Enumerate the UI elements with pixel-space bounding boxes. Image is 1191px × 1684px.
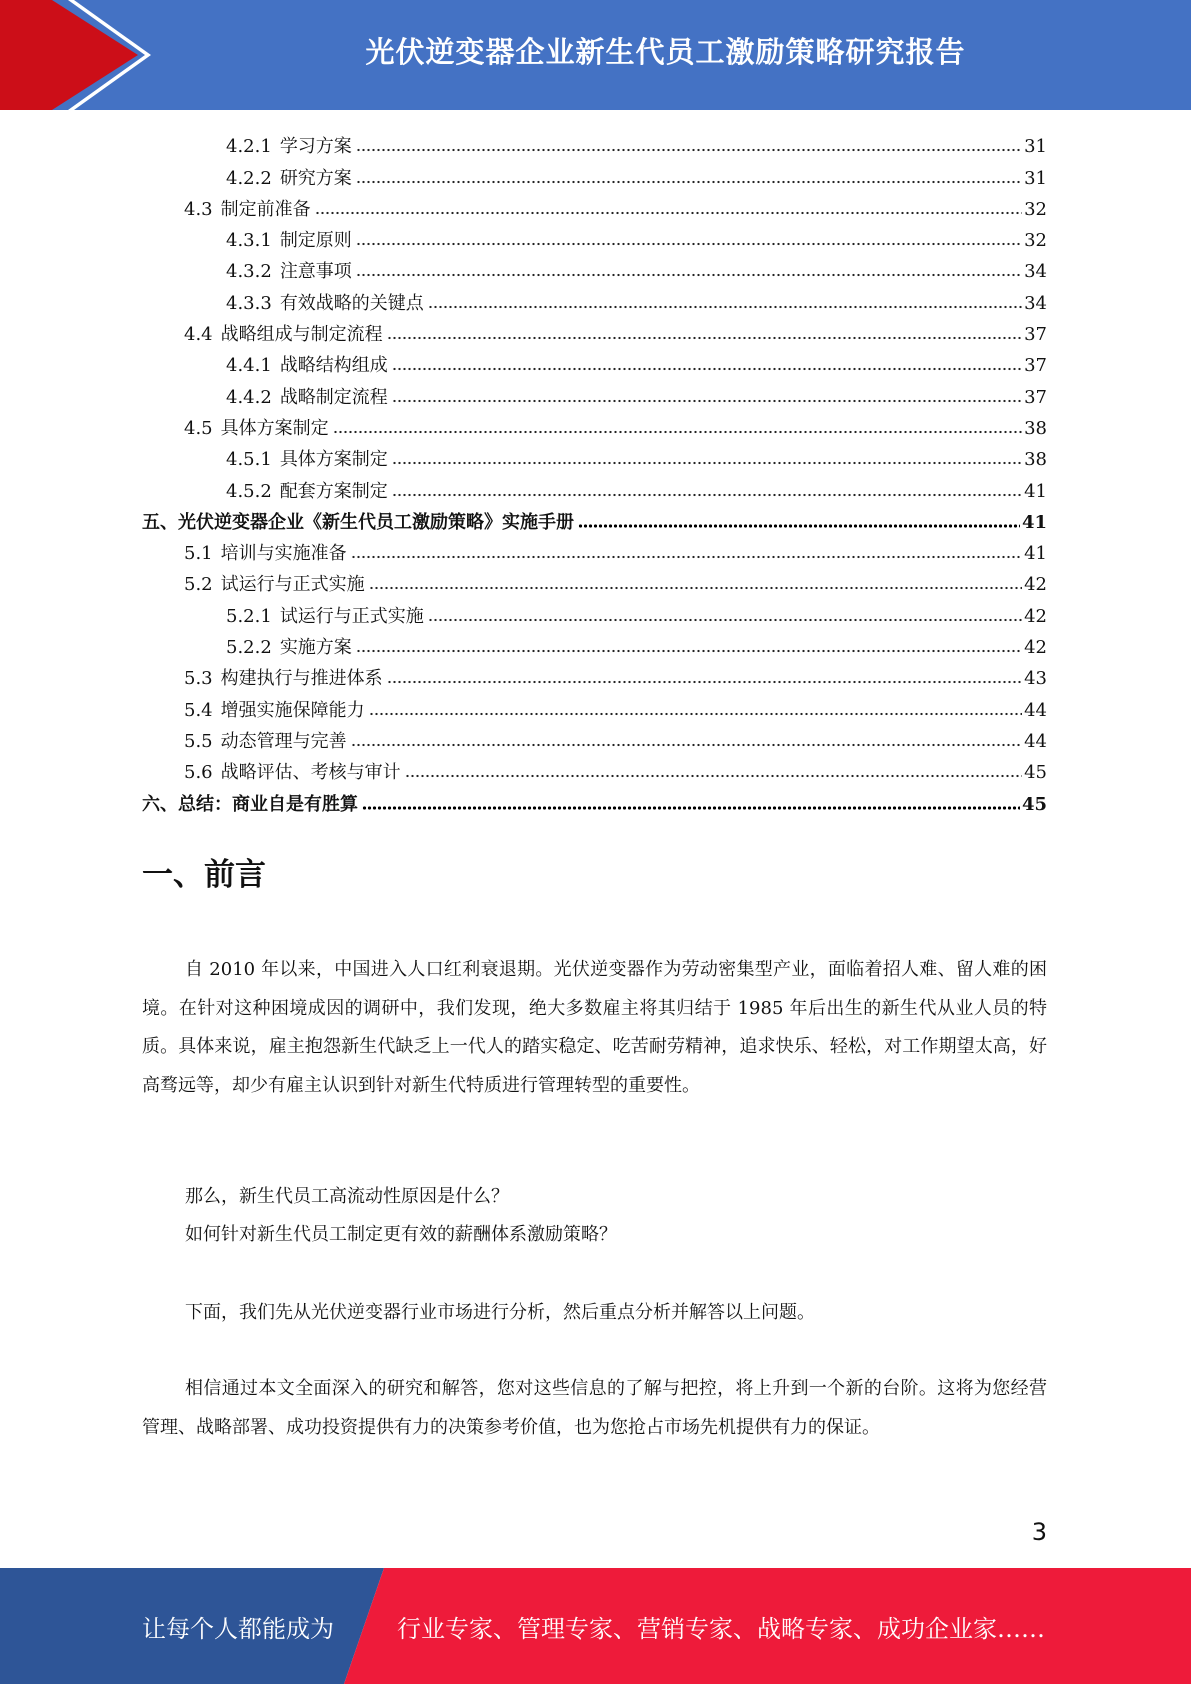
toc-entry-page: 38	[1024, 449, 1047, 471]
toc-entry-page: 31	[1024, 167, 1047, 189]
toc-dot-leader	[356, 648, 1022, 654]
toc-dot-leader	[428, 617, 1022, 623]
toc-dot-leader	[356, 272, 1022, 278]
toc-dot-leader	[405, 773, 1022, 779]
toc-entry-page: 37	[1024, 355, 1047, 377]
analysis-paragraph: 下面，我们先从光伏逆变器行业市场进行分析，然后重点分析并解答以上问题。	[185, 1302, 815, 1323]
toc-entry[interactable]	[142, 441, 1047, 472]
toc-entry-title: 配套方案制定	[279, 480, 388, 502]
toc-dot-leader	[351, 742, 1022, 748]
toc-entry[interactable]	[142, 504, 1047, 535]
toc-entry-number: 5.1	[184, 543, 213, 565]
toc-entry-title: 动态管理与完善	[220, 730, 347, 752]
toc-entry-number: 六、	[142, 793, 178, 815]
toc-entry-number: 4.2.2	[226, 167, 272, 189]
toc-entry-number: 5.5	[184, 730, 213, 752]
toc-entry-page: 44	[1024, 699, 1047, 721]
toc-entry-title: 战略制定流程	[279, 386, 388, 408]
toc-entry-title: 构建执行与推进体系	[220, 668, 383, 690]
table-of-contents	[142, 128, 1047, 817]
toc-entry-title: 有效战略的关键点	[279, 292, 424, 314]
toc-entry-title: 制定原则	[279, 230, 352, 252]
toc-entry-page: 32	[1024, 230, 1047, 252]
toc-entry-title: 战略组成与制定流程	[220, 324, 383, 346]
toc-entry[interactable]	[142, 410, 1047, 441]
toc-dot-leader	[392, 398, 1022, 404]
toc-dot-leader	[333, 429, 1022, 435]
question-line-2: 如何针对新生代员工制定更有效的薪酬体系激励策略？	[185, 1224, 617, 1245]
toc-entry-title: 注意事项	[279, 261, 352, 283]
toc-entry[interactable]	[142, 472, 1047, 503]
toc-entry[interactable]	[142, 191, 1047, 222]
toc-entry-page: 32	[1024, 198, 1047, 220]
toc-entry[interactable]	[142, 159, 1047, 190]
toc-entry[interactable]	[142, 691, 1047, 722]
toc-entry-title: 战略结构组成	[279, 355, 388, 377]
toc-entry-number: 4.5.1	[226, 449, 272, 471]
toc-entry-number: 4.3.3	[226, 292, 272, 314]
footer-slogan-right: 行业专家、管理专家、营销专家、战略专家、成功企业家……	[397, 1614, 1045, 1643]
toc-entry-page: 45	[1021, 793, 1047, 815]
header-arrow-decoration	[0, 0, 160, 110]
toc-entry-page: 45	[1024, 762, 1047, 784]
toc-entry-title: 总结：商业自是有胜算	[178, 793, 358, 815]
toc-entry-number: 4.3	[184, 198, 213, 220]
toc-entry[interactable]	[142, 316, 1047, 347]
toc-entry-number: 4.4.1	[226, 355, 272, 377]
toc-entry-number: 5.2.2	[226, 637, 272, 659]
toc-entry-title: 战略评估、考核与审计	[220, 762, 401, 784]
toc-entry-title: 学习方案	[279, 136, 352, 158]
toc-entry-page: 34	[1024, 261, 1047, 283]
toc-entry-number: 4.3.1	[226, 230, 272, 252]
toc-dot-leader	[387, 335, 1022, 341]
toc-dot-leader	[315, 210, 1022, 216]
toc-dot-leader	[387, 679, 1022, 685]
page-number: 3	[1031, 1518, 1047, 1546]
toc-dot-leader	[356, 147, 1022, 153]
toc-dot-leader	[369, 585, 1022, 591]
toc-dot-leader	[362, 805, 1020, 811]
toc-dot-leader	[356, 241, 1022, 247]
document-title: 光伏逆变器企业新生代员工激励策略研究报告	[365, 34, 966, 69]
intro-paragraph: 自 2010 年以来，中国进入人口红利衰退期。光伏逆变器作为劳动密集型产业，面临着招人难、留人难的困境。在针对这种困境成因的调研中，我们发现，绝大多数雇主将其归结于 1985 年后出生的新生代从业人员的特质。具体来说，雇主抱怨新生代缺乏上一代人的踏实稳定、吃苦耐劳精神，追求快乐、轻松，对工作期望太高，好高骛远等，却少有雇主认识到针对新生代特质进行管理转型的重要性。	[142, 959, 1047, 1096]
toc-dot-leader	[392, 460, 1022, 466]
toc-entry-title: 具体方案制定	[220, 417, 329, 439]
toc-entry[interactable]	[142, 754, 1047, 785]
toc-entry-number: 4.4	[184, 324, 213, 346]
toc-entry[interactable]	[142, 723, 1047, 754]
toc-entry-page: 34	[1024, 292, 1047, 314]
toc-entry-title: 实施方案	[279, 637, 352, 659]
toc-entry-title: 培训与实施准备	[220, 543, 347, 565]
toc-entry-number: 5.2	[184, 574, 213, 596]
page-footer	[0, 1568, 1191, 1684]
toc-entry-number: 5.2.1	[226, 605, 272, 627]
toc-dot-leader	[369, 711, 1022, 717]
page-header	[0, 0, 1191, 110]
toc-entry[interactable]	[142, 128, 1047, 159]
toc-entry-number: 4.4.2	[226, 386, 272, 408]
toc-entry-number: 4.2.1	[226, 136, 272, 158]
toc-entry[interactable]	[142, 347, 1047, 378]
toc-entry[interactable]	[142, 284, 1047, 315]
toc-entry-title: 研究方案	[279, 167, 352, 189]
toc-entry-title: 试运行与正式实施	[220, 574, 365, 596]
toc-entry-number: 5.6	[184, 762, 213, 784]
toc-entry-page: 41	[1024, 480, 1047, 502]
toc-entry[interactable]	[142, 597, 1047, 628]
toc-dot-leader	[351, 554, 1022, 560]
toc-entry-number: 5.3	[184, 668, 213, 690]
toc-entry-page: 41	[1021, 511, 1047, 533]
toc-entry-page: 44	[1024, 730, 1047, 752]
question-line-1: 那么，新生代员工高流动性原因是什么？	[185, 1186, 509, 1207]
toc-entry[interactable]	[142, 222, 1047, 253]
toc-dot-leader	[428, 304, 1022, 310]
toc-entry[interactable]	[142, 253, 1047, 284]
toc-entry-number: 4.3.2	[226, 261, 272, 283]
toc-entry-page: 37	[1024, 324, 1047, 346]
section-heading: 一、前言	[142, 857, 266, 893]
footer-slogan-left: 让每个人都能成为	[142, 1614, 334, 1643]
toc-entry-number: 4.5	[184, 417, 213, 439]
closing-paragraph: 相信通过本文全面深入的研究和解答，您对这些信息的了解与把控，将上升到一个新的台阶。这将为您经营管理、战略部署、成功投资提供有力的决策参考价值，也为您抢占市场先机提供有力的保证。	[142, 1378, 1047, 1438]
toc-entry-title: 制定前准备	[220, 198, 311, 220]
toc-entry-page: 31	[1024, 136, 1047, 158]
toc-entry-title: 光伏逆变器企业《新生代员工激励策略》实施手册	[178, 511, 574, 533]
toc-dot-leader	[578, 523, 1020, 529]
toc-entry[interactable]	[142, 566, 1047, 597]
toc-entry[interactable]	[142, 378, 1047, 409]
toc-entry-page: 41	[1024, 543, 1047, 565]
toc-entry-page: 42	[1024, 605, 1047, 627]
toc-entry[interactable]	[142, 629, 1047, 660]
toc-entry[interactable]	[142, 535, 1047, 566]
toc-entry-number: 4.5.2	[226, 480, 272, 502]
toc-entry[interactable]	[142, 785, 1047, 816]
toc-entry-title: 具体方案制定	[279, 449, 388, 471]
toc-entry-page: 42	[1024, 574, 1047, 596]
toc-entry-page: 43	[1024, 668, 1047, 690]
toc-entry-page: 42	[1024, 637, 1047, 659]
toc-entry-page: 37	[1024, 386, 1047, 408]
toc-dot-leader	[392, 492, 1022, 498]
toc-entry-number: 五、	[142, 511, 178, 533]
toc-entry-page: 38	[1024, 417, 1047, 439]
toc-dot-leader	[356, 179, 1022, 185]
toc-entry-title: 试运行与正式实施	[279, 605, 424, 627]
toc-dot-leader	[392, 366, 1022, 372]
toc-entry[interactable]	[142, 660, 1047, 691]
toc-entry-title: 增强实施保障能力	[220, 699, 365, 721]
toc-entry-number: 5.4	[184, 699, 213, 721]
